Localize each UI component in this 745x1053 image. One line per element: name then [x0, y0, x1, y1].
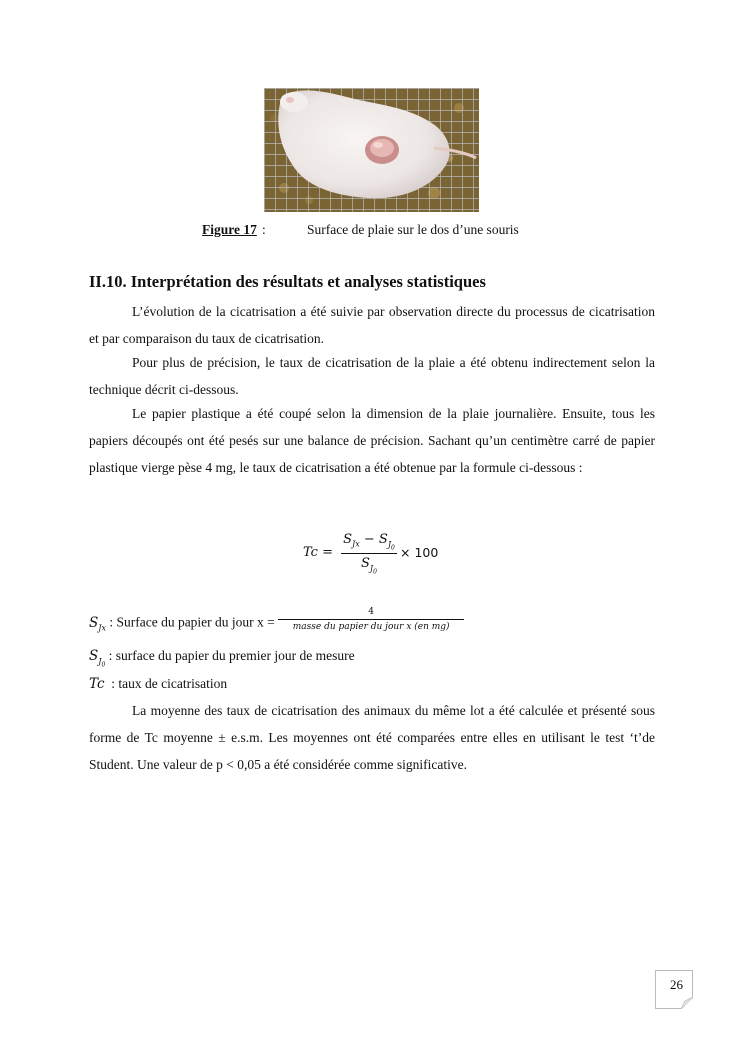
- paragraph-1: L’évolution de la cicatrisation a été suivie par observation directe du processus de cicatrisation et par comparaison du taux de cicatrisation.: [89, 304, 655, 346]
- formula-lhs: Tc =: [303, 545, 333, 560]
- section-heading: II.10. Interprétation des résultats et analyses statistiques: [89, 272, 486, 291]
- figure-description: Surface de plaie sur le dos d’une souris: [307, 222, 519, 237]
- figure-colon: :: [262, 222, 266, 237]
- page-corner-fold-icon: [681, 997, 693, 1009]
- page-number-box: [655, 970, 693, 1009]
- sjx-symbol: $S_{Jx}$: [89, 614, 106, 633]
- figure-label: Figure 17: [202, 222, 257, 237]
- formula-numerator: $S_{Jx} - S_{J_0}$: [343, 532, 395, 552]
- definition-sj0: $S_{J_0}$ : surface du papier du premier jour de mesure: [89, 648, 355, 669]
- mouse-wound-photo: [264, 88, 479, 212]
- tc-symbol: Tc: [89, 676, 105, 692]
- definition-sjx: $S_{Jx}$ : Surface du papier du jour x = 4 masse du papier du jour x (en mg): [89, 611, 464, 636]
- paragraph-final: La moyenne des taux de cicatrisation des animaux du même lot a été calculée et présenté sous forme de Tc moyenne ± e.s.m. Les moyennes ont été comparées entre elles en utilisant le test ‘t’de Student. Une valeur de p < 0,05 a été considérée comme significative.: [89, 703, 655, 772]
- formula-fraction: [341, 532, 397, 575]
- healing-rate-formula: [303, 532, 453, 578]
- page-number: 26: [670, 977, 683, 992]
- definition-tc: Tc : taux de cicatrisation: [89, 676, 228, 692]
- paragraph-2: Pour plus de précision, le taux de cicatrisation de la plaie a été obtenu indirectement selon la technique décrit ci-dessous.: [89, 355, 655, 397]
- sj0-symbol: $S_{J_0}$: [89, 648, 106, 669]
- formula-denominator: $S_{J_0}$: [361, 556, 377, 576]
- paragraph-3: Le papier plastique a été coupé selon la dimension de la plaie journalière. Ensuite, tous les papiers découpés ont été pesés sur une balance de précision. Sachant qu’un centimètre carré de papier plastique vierge pèse 4 mg, le taux de cicatrisation a été obtenue par la formule ci-dessous :: [89, 406, 655, 475]
- formula-rhs: × 100: [400, 545, 439, 560]
- sjx-fraction: 4 masse du papier du jour x (en mg): [278, 607, 464, 632]
